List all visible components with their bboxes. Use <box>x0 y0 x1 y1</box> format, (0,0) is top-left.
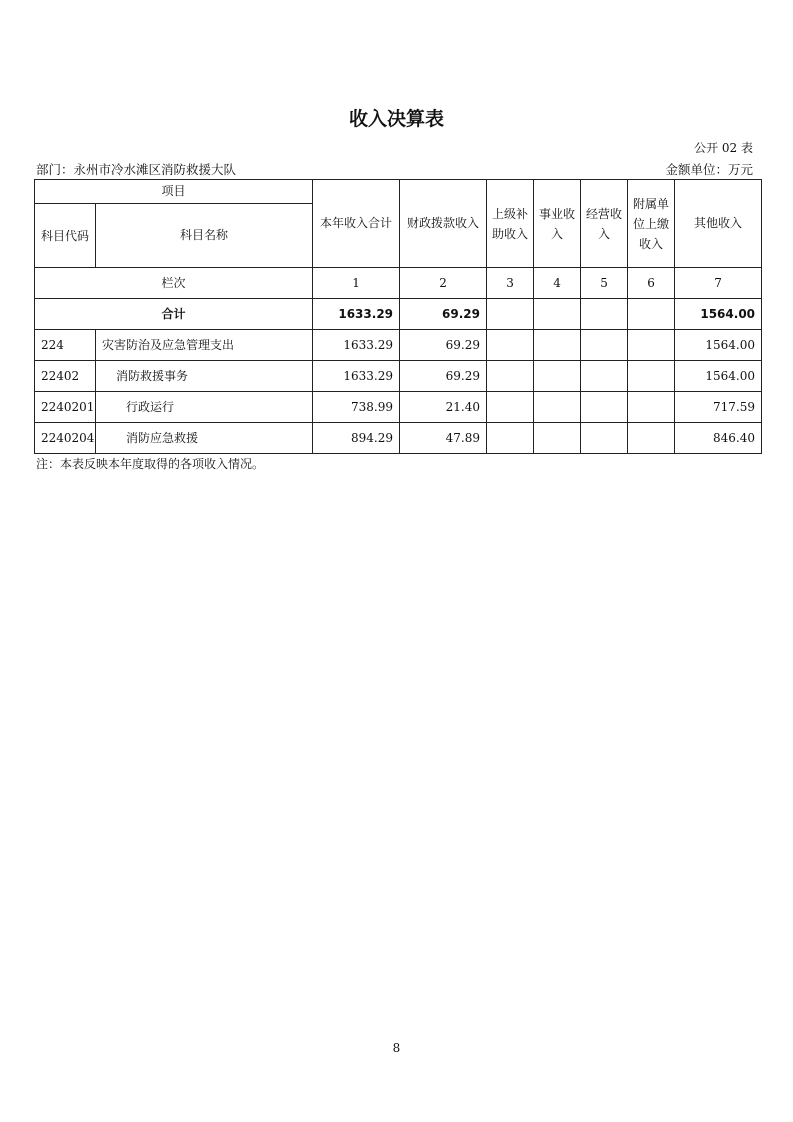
row-other: 717.59 <box>675 392 762 423</box>
row-name: 行政运行 <box>96 392 313 423</box>
column-number-7: 7 <box>675 268 762 299</box>
row-name: 消防救援事务 <box>96 361 313 392</box>
row-business <box>534 330 581 361</box>
table-note: 注：本表反映本年度取得的各项收入情况。 <box>36 457 265 471</box>
row-operating <box>581 392 628 423</box>
table-row <box>35 330 762 361</box>
row-superior <box>487 423 534 454</box>
header-fiscal: 财政拨款收入 <box>400 180 487 268</box>
column-number-3: 3 <box>487 268 534 299</box>
column-number-5: 5 <box>581 268 628 299</box>
row-affiliate <box>628 361 675 392</box>
form-number: 公开 02 表 <box>694 141 753 155</box>
row-fiscal: 47.89 <box>400 423 487 454</box>
row-total: 738.99 <box>313 392 400 423</box>
amount-unit-label: 金额单位：万元 <box>665 162 753 177</box>
header-other: 其他收入 <box>675 180 762 268</box>
column-number-6: 6 <box>628 268 675 299</box>
row-affiliate <box>628 330 675 361</box>
row-code: 2240204 <box>35 423 96 454</box>
total-cell-operating <box>581 299 628 330</box>
row-business <box>534 361 581 392</box>
row-code: 224 <box>35 330 96 361</box>
row-name: 消防应急救援 <box>96 423 313 454</box>
column-number-label: 栏次 <box>35 268 313 299</box>
document-title: 收入决算表 <box>348 108 444 130</box>
total-cell-total: 1633.29 <box>313 299 400 330</box>
row-business <box>534 392 581 423</box>
total-cell-other: 1564.00 <box>675 299 762 330</box>
header-operating: 经营收入 <box>581 180 628 268</box>
header-superior: 上级补助收入 <box>487 180 534 268</box>
row-total: 1633.29 <box>313 361 400 392</box>
row-fiscal: 69.29 <box>400 361 487 392</box>
total-label: 合计 <box>35 299 313 330</box>
row-superior <box>487 361 534 392</box>
table-row <box>35 361 762 392</box>
row-other: 1564.00 <box>675 361 762 392</box>
row-other: 846.40 <box>675 423 762 454</box>
column-number-4: 4 <box>534 268 581 299</box>
row-fiscal: 21.40 <box>400 392 487 423</box>
income-table <box>34 179 762 454</box>
row-affiliate <box>628 423 675 454</box>
column-number-row <box>35 268 762 299</box>
row-operating <box>581 361 628 392</box>
header-project: 项目 <box>35 180 313 204</box>
header-total: 本年收入合计 <box>313 180 400 268</box>
total-cell-business <box>534 299 581 330</box>
total-cell-fiscal: 69.29 <box>400 299 487 330</box>
page-number: 8 <box>392 1041 401 1055</box>
total-cell-affiliate <box>628 299 675 330</box>
header-name: 科目名称 <box>96 204 313 268</box>
header-business: 事业收入 <box>534 180 581 268</box>
department-label: 部门：永州市冷水滩区消防救援大队 <box>36 162 237 177</box>
row-superior <box>487 330 534 361</box>
column-number-1: 1 <box>313 268 400 299</box>
header-affiliate: 附属单位上缴收入 <box>628 180 675 268</box>
row-business <box>534 423 581 454</box>
total-cell-superior <box>487 299 534 330</box>
row-superior <box>487 392 534 423</box>
header-code: 科目代码 <box>35 204 96 268</box>
total-row <box>35 299 762 330</box>
row-name: 灾害防治及应急管理支出 <box>96 330 313 361</box>
row-operating <box>581 330 628 361</box>
row-operating <box>581 423 628 454</box>
row-fiscal: 69.29 <box>400 330 487 361</box>
row-code: 22402 <box>35 361 96 392</box>
row-other: 1564.00 <box>675 330 762 361</box>
table-row <box>35 423 762 454</box>
column-number-2: 2 <box>400 268 487 299</box>
table-row <box>35 392 762 423</box>
row-affiliate <box>628 392 675 423</box>
row-code: 2240201 <box>35 392 96 423</box>
row-total: 894.29 <box>313 423 400 454</box>
row-total: 1633.29 <box>313 330 400 361</box>
